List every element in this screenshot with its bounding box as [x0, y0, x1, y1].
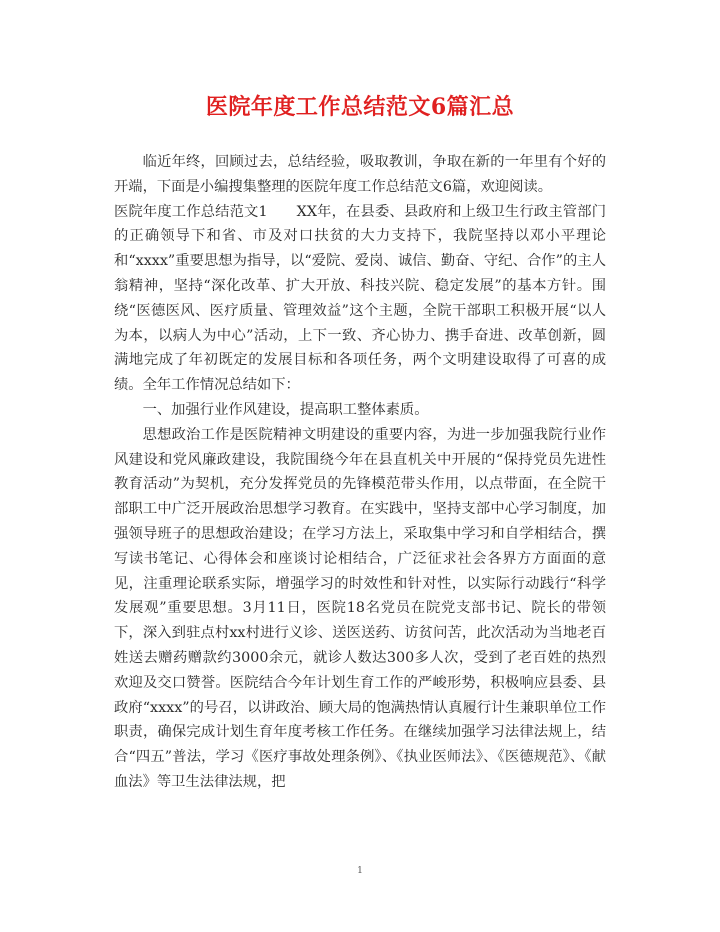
summary-paragraph: 医院年度工作总结范文1 XX年，在县委、县政府和上级卫生行政主管部门的正确领导下和省、市及对口扶贫的大力支持下，我院坚持以邓小平理论和“xxxx”重要思想为指导，以“爱院、爱岗、诚信、勤奋、守纪、合作”的主人翁精神，坚持“深化改革、扩大开放、科技兴院、稳定发展”的基本方针。围绕“医德医风、医疗质量、管理效益”这个主题，全院干部职工积极开展“以人为本，以病人为中心”活动，上下一致、齐心协力、携手奋进、改革创新，圆满地完成了年初既定的发展目标和各项任务，两个文明建设取得了可喜的成绩。全年工作情况总结如下： [114, 203, 606, 394]
section-heading: 一、加强行业作风建设，提高职工整体素质。 [142, 401, 429, 418]
document-body [114, 150, 606, 795]
page-number: 1 [357, 866, 363, 876]
document-title: 医院年度工作总结范文6篇汇总 [205, 94, 515, 120]
section-paragraph: 思想政治工作是医院精神文明建设的重要内容，为进一步加强我院行业作风建设和党风廉政建设，我院围绕今年在县直机关中开展的“保持党员先进性教育活动”为契机，充分发挥党员的先锋模范带头作用，以点带面，在全院干部职工中广泛开展政治思想学习教育。在实践中，坚持支部中心学习制度，加强领导班子的思想政治建设；在学习方法上，采取集中学习和自学相结合，撰写读书笔记、心得体会和座谈讨论相结合，广泛征求社会各界方方面面的意见，注重理论联系实际，增强学习的时效性和针对性，以实际行动践行“科学发展观”重要思想。3月11日，医院18名党员在院党支部书记、院长的带领下，深入到驻点村xx村进行义诊、送医送药、访贫问苦，此次活动为当地老百姓送去赠药赠款约3000余元，就诊人数达300多人次，受到了老百姓的热烈欢迎及交口赞誉。医院结合今年计划生育工作的严峻形势，积极响应县委、县政府“xxxx”的号召，以讲政治、顾大局的饱满热情认真履行计生兼职单位工作职责，确保完成计划生育年度考核工作任务。在继续加强学习法律法规上，结合“四五”普法，学习《医疗事故处理条例》、《执业医师法》、《医德规范》、《献血法》等卫生法律法规，把 [114, 426, 606, 790]
intro-paragraph: 临近年终，回顾过去，总结经验，吸取教训，争取在新的一年里有个好的开端，下面是小编搜集整理的医院年度工作总结范文6篇，欢迎阅读。 [114, 154, 606, 195]
